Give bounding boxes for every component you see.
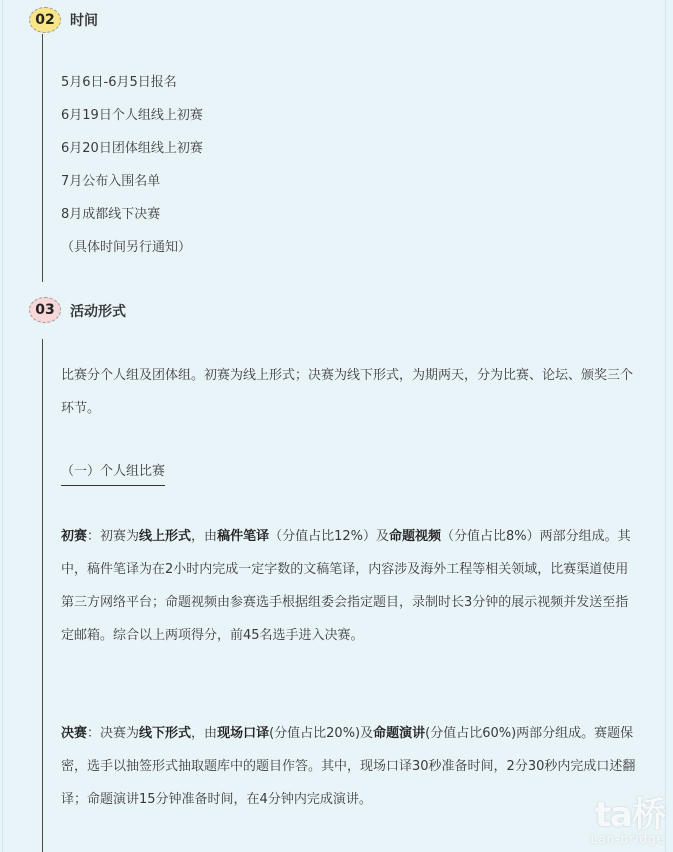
keyword: 线下形式 [139,726,192,741]
text-span: （分值占比12%）及 [269,529,389,544]
schedule-note: （具体时间另行通知） [61,240,192,255]
text-span: (分值占比20%)及 [269,726,374,741]
schedule-item: 6月20日团体组线上初赛 [61,141,203,156]
text-span: ：初赛为 [87,529,140,544]
section-title-format: 活动形式 [70,304,126,320]
keyword: 线上形式 [139,529,192,544]
keyword: 命题演讲 [373,726,426,741]
timeline-line [42,34,43,282]
text-span: （分值占比8%）两部分组成。其中，稿件笔译为在2小时内完成一定字数的文稿笔译，内容涉及海外工程等相关领域，比赛渠道使用第三方网络平台；命题视频由参赛选手根据组委会指定题目，录制时长3分钟的展示视频并发送至指定邮箱。综合以上两项得分，前45名选手进入决赛。 [61,529,631,643]
format-intro [61,359,636,425]
text-span: ：决赛为 [87,726,140,741]
schedule-item: 7月公布入围名单 [61,174,161,189]
watermark-text: Lan-bridge [590,832,665,846]
lan-bridge-watermark [590,795,665,846]
text-span: (分值占比60%)两部分组成。赛题保密，选手以抽签形式抽取题库中的题目作答。其中，现场口译30秒准备时间，2分30秒内完成口述翻译；命题演讲15分钟准备时间，在4分钟内完成演讲。 [61,726,636,807]
section-title-time: 时间 [70,13,98,29]
keyword: 现场口译 [217,726,270,741]
final-label: 决赛 [61,726,88,741]
timeline-line [42,339,43,852]
schedule-item: 5月6日-6月5日报名 [61,75,177,90]
intro-text: 比赛分个人组及团体组。初赛为线上形式；决赛为线下形式，为期两天，分为比赛、论坛、颁奖三个环节。 [61,368,634,416]
text-span: ，由 [191,726,218,741]
subheading-individual: （一）个人组比赛 [61,462,165,486]
final-paragraph [61,717,636,816]
schedule-item: 8月成都线下决赛 [61,207,161,222]
schedule-item: 6月19日个人组线上初赛 [61,108,203,123]
keyword: 稿件笔译 [217,529,270,544]
watermark-logo: ta桥 [594,795,665,835]
section-number-badge: 03 [29,297,61,323]
prelim-paragraph [61,520,636,652]
prelim-label: 初赛 [61,529,88,544]
keyword: 命题视频 [388,529,441,544]
text-span: ，由 [191,529,218,544]
section-number-badge: 02 [29,7,61,33]
